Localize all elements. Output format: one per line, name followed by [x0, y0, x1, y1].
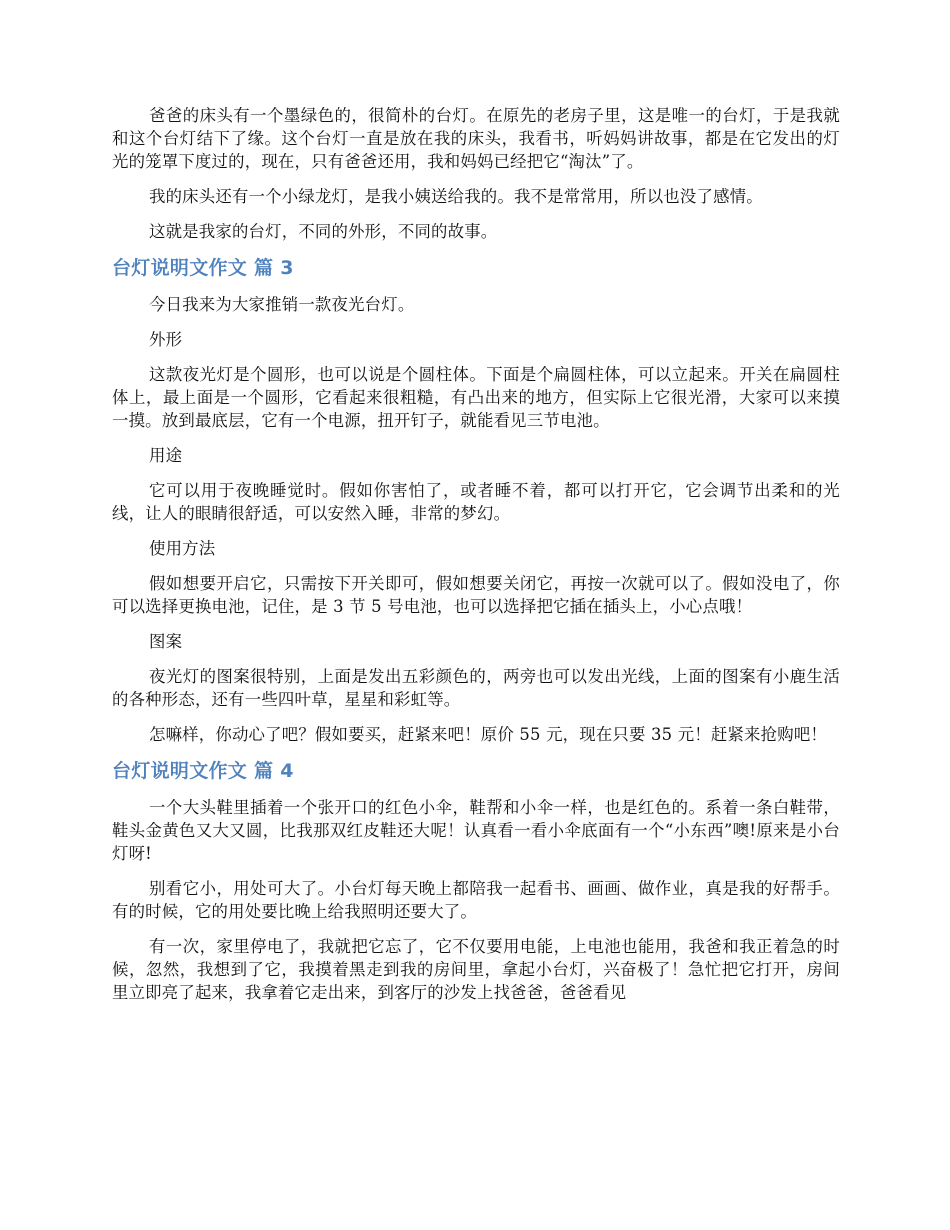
paragraph: 爸爸的床头有一个墨绿色的，很简朴的台灯。在原先的老房子里，这是唯一的台灯，于是我就和这个台灯结下了缘。这个台灯一直是放在我的床头，我看书，听妈妈讲故事，都是在它发出的灯光的笼罩下度过的，现在，只有爸爸还用，我和妈妈已经把它“淘汰”了。 — [112, 106, 840, 171]
subheading-appearance: 外形 — [149, 330, 183, 349]
paragraph: 夜光灯的图案很特别，上面是发出五彩颜色的，两旁也可以发出光线，上面的图案有小鹿生活的各种形态，还有一些四叶草，星星和彩虹等。 — [112, 667, 840, 709]
section-3-heading: 台灯说明文作文 篇 3 — [112, 257, 294, 279]
subheading-usage: 用途 — [149, 446, 183, 465]
paragraph: 假如想要开启它，只需按下开关即可，假如想要关闭它，再按一次就可以了。假如没电了，你可以选择更换电池，记住，是 3 节 5 号电池，也可以选择把它插在插头上，小心点哦！ — [112, 574, 840, 616]
paragraph: 它可以用于夜晚睡觉时。假如你害怕了，或者睡不着，都可以打开它，它会调节出柔和的光线，让人的眼睛很舒适，可以安然入睡，非常的梦幻。 — [112, 481, 840, 523]
document-page — [112, 104, 840, 1016]
paragraph: 别看它小，用处可大了。小台灯每天晚上都陪我一起看书、画画、做作业，真是我的好帮手。有的时候，它的用处要比晚上给我照明还要大了。 — [112, 879, 840, 921]
paragraph: 这就是我家的台灯，不同的外形，不同的故事。 — [149, 222, 498, 241]
paragraph: 有一次，家里停电了，我就把它忘了，它不仅要用电能，上电池也能用，我爸和我正着急的时候，忽然，我想到了它，我摸着黑走到我的房间里，拿起小台灯，兴奋极了！急忙把它打开，房间里立即亮了起来，我拿着它走出来，到客厅的沙发上找爸爸，爸爸看见 — [112, 937, 840, 1002]
section-4-heading: 台灯说明文作文 篇 4 — [112, 760, 294, 782]
paragraph: 我的床头还有一个小绿龙灯，是我小姨送给我的。我不是常常用，所以也没了感情。 — [149, 187, 763, 206]
paragraph: 今日我来为大家推销一款夜光台灯。 — [149, 295, 415, 314]
paragraph: 怎嘛样，你动心了吧？假如要买，赶紧来吧！原价 55 元，现在只要 35 元！赶紧来抢购吧！ — [149, 725, 828, 744]
subheading-instructions: 使用方法 — [149, 539, 216, 558]
paragraph: 一个大头鞋里插着一个张开口的红色小伞，鞋帮和小伞一样，也是红色的。系着一条白鞋带，鞋头金黄色又大又圆，比我那双红皮鞋还大呢！认真看一看小伞底面有一个“小东西”噢!原来是小台灯呀! — [112, 798, 840, 863]
subheading-pattern: 图案 — [149, 632, 183, 651]
paragraph: 这款夜光灯是个圆形，也可以说是个圆柱体。下面是个扁圆柱体，可以立起来。开关在扁圆柱体上，最上面是一个圆形，它看起来很粗糙，有凸出来的地方，但实际上它很光滑，大家可以来摸一摸。放到最底层，它有一个电源，扭开钉子，就能看见三节电池。 — [112, 365, 840, 430]
